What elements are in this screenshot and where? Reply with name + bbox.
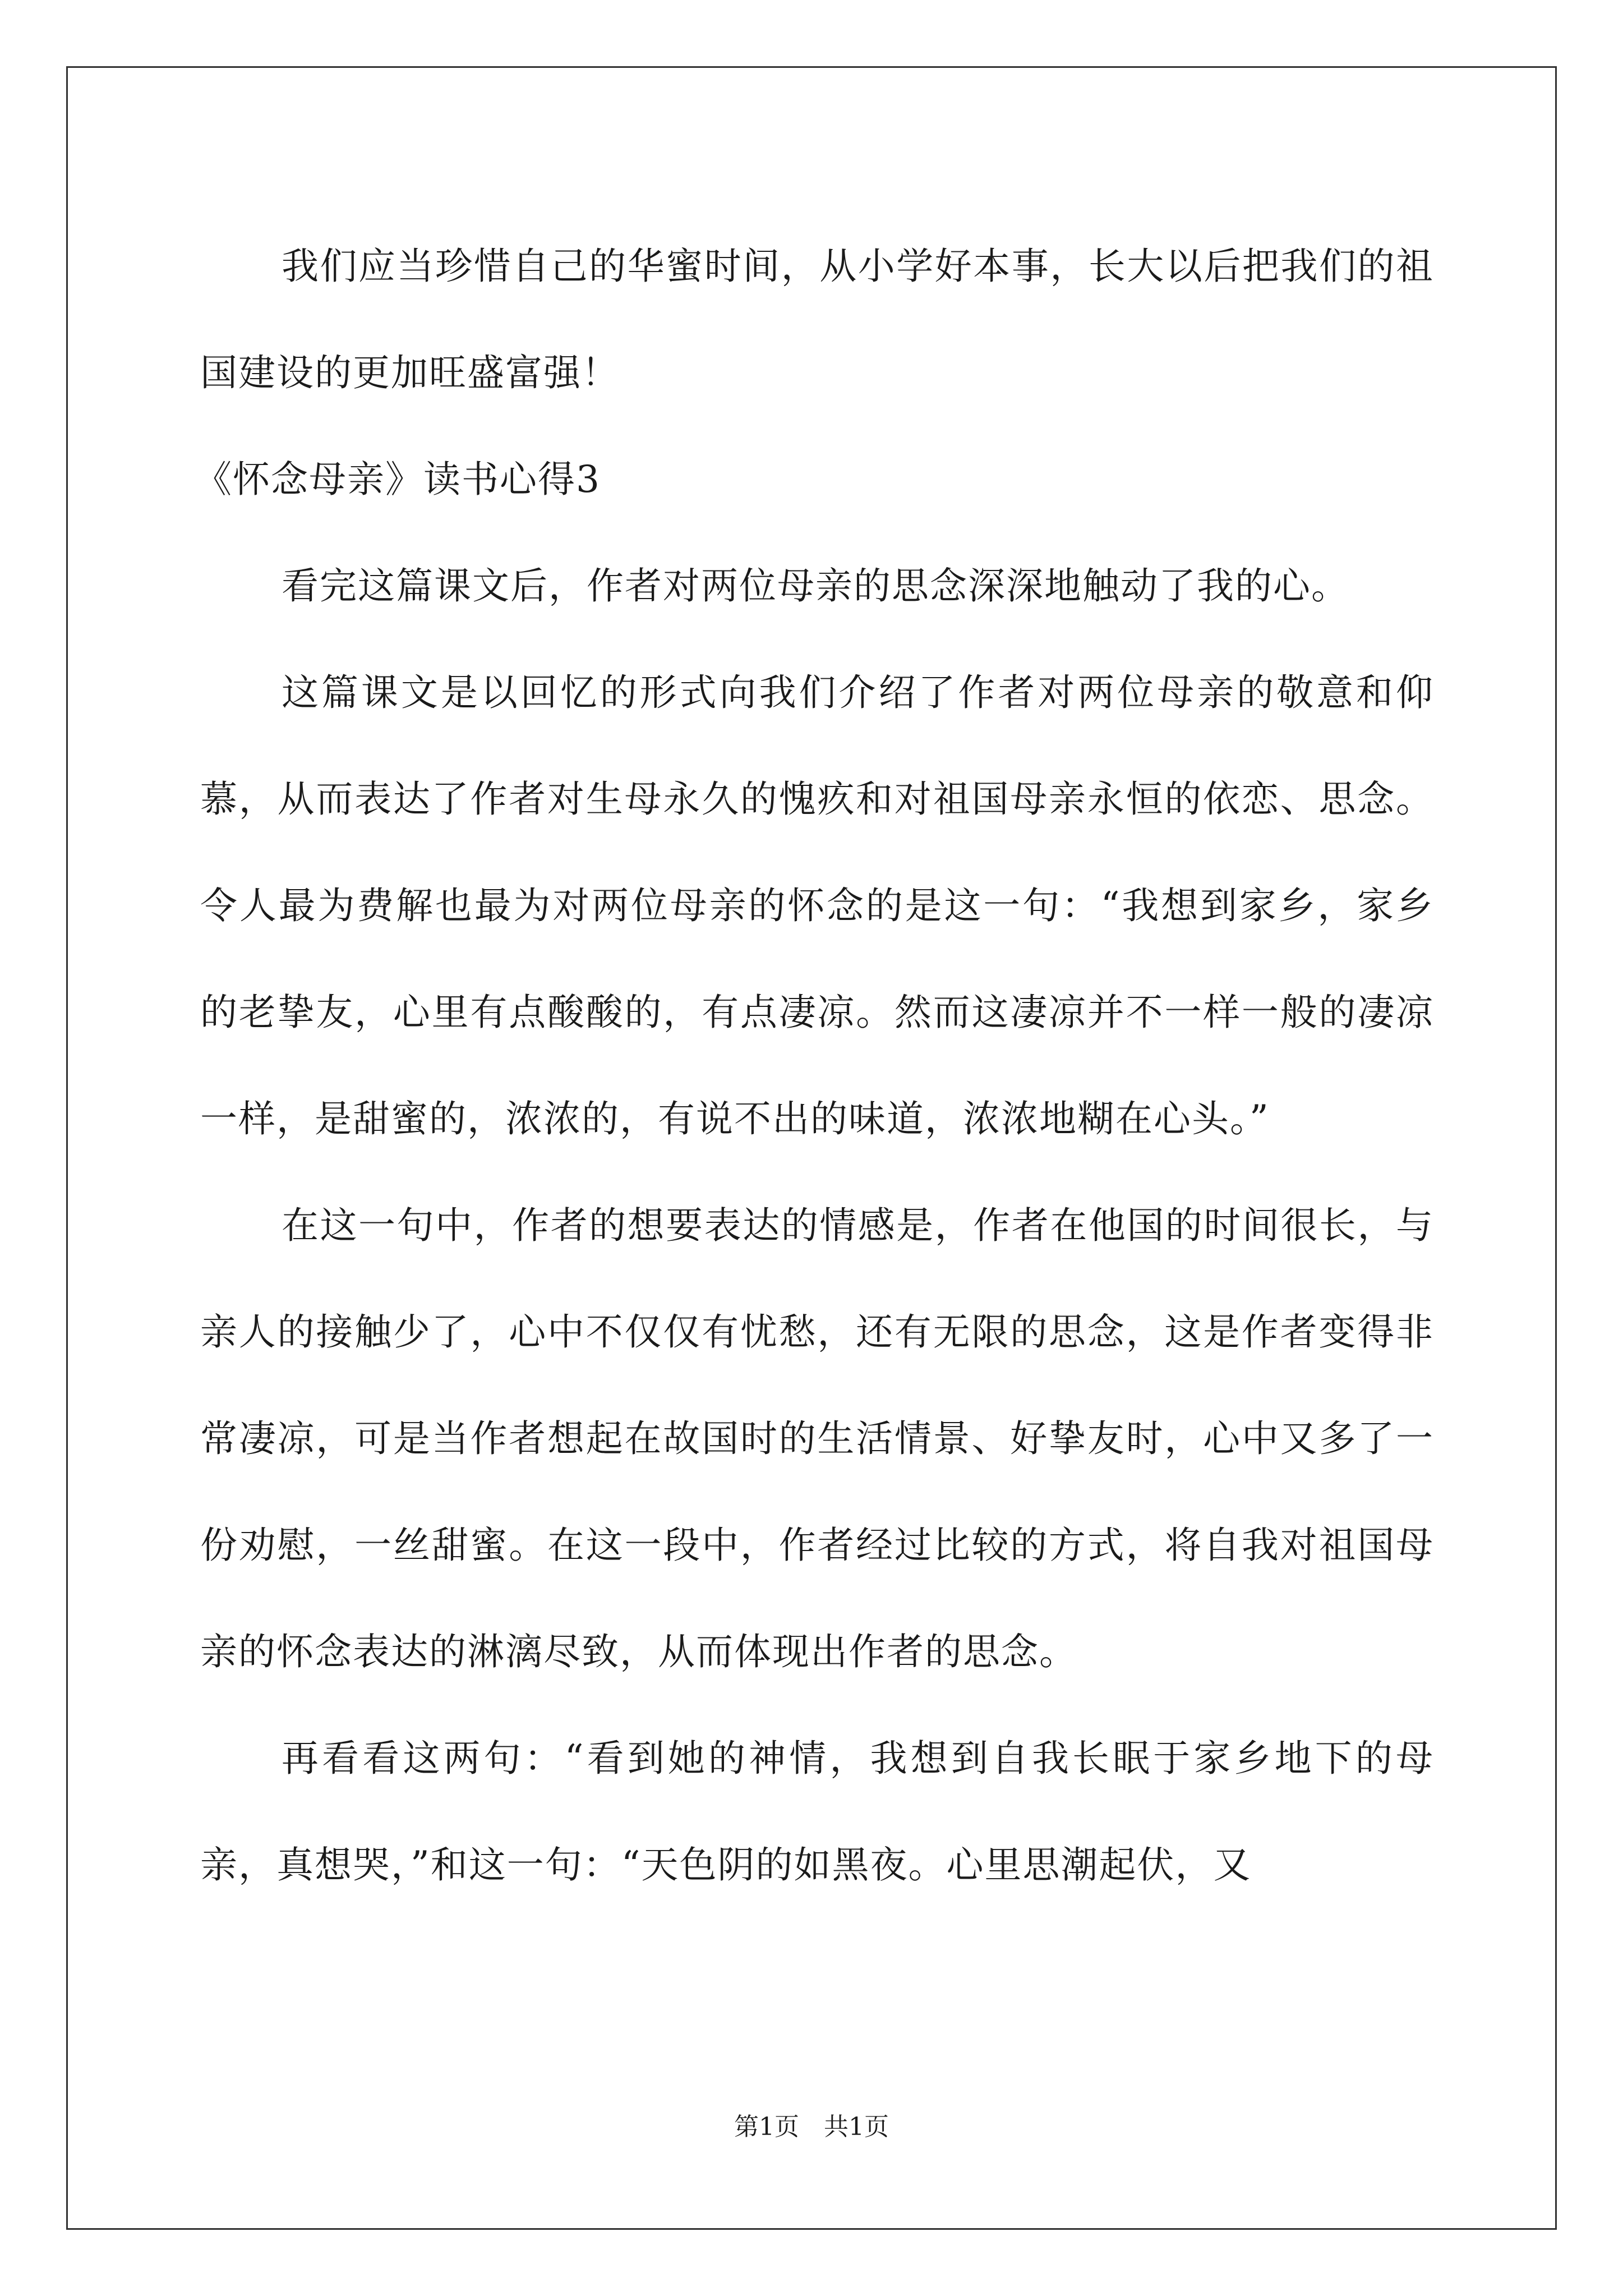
paragraph-1: 我们应当珍惜自己的华蜜时间，从小学好本事，长大以后把我们的祖国建设的更加旺盛富强！ — [200, 245, 1434, 394]
document-body — [195, 213, 1434, 1918]
paragraph-2: 看完这篇课文后，作者对两位母亲的思念深深地触动了我的心。 — [282, 564, 1349, 608]
page-footer: 第1页 共1页 — [734, 2113, 889, 2141]
paragraph-3: 这篇课文是以回忆的形式向我们介绍了作者对两位母亲的敬意和仰慕，从而表达了作者对生母永久的愧疚和对祖国母亲永恒的依恋、思念。令人最为费解也最为对两位母亲的怀念的是这一句：“我想到家乡，家乡的老挚友，心里有点酸酸的，有点凄凉。然而这凄凉并不一样一般的凄凉一样，是甜蜜的，浓浓的，有说不出的味道，浓浓地糊在心头。” — [200, 671, 1434, 1140]
section-heading: 《怀念母亲》读书心得3 — [195, 458, 601, 501]
paragraph-5: 再看看这两句：“看到她的神情，我想到自我长眠于家乡地下的母亲，真想哭，”和这一句：“天色阴的如黑夜。心里思潮起伏，又 — [200, 1737, 1434, 1887]
paragraph-4: 在这一句中，作者的想要表达的情感是，作者在他国的时间很长，与亲人的接触少了，心中不仅仅有忧愁，还有无限的思念，这是作者变得非常凄凉，可是当作者想起在故国时的生活情景、好挚友时，心中又多了一份劝慰，一丝甜蜜。在这一段中，作者经过比较的方式，将自我对祖国母亲的怀念表达的淋漓尽致，从而体现出作者的思念。 — [200, 1204, 1434, 1673]
